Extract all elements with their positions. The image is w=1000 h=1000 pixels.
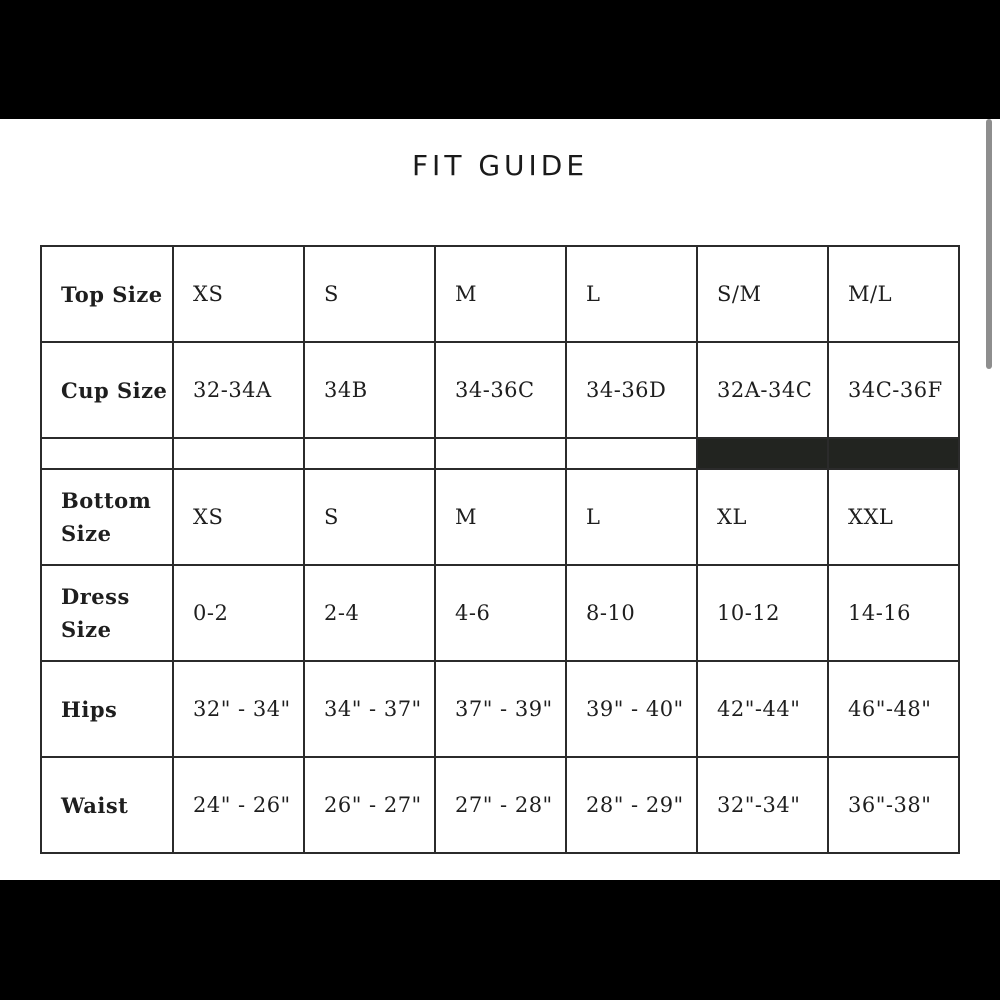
table-cell: 26" - 27" (304, 757, 435, 853)
row-header-cup-size: Cup Size (41, 342, 173, 438)
table-cell: L (566, 246, 697, 342)
spacer-cell (173, 438, 304, 469)
table-cell: 14-16 (828, 565, 959, 661)
bottom-black-bar (0, 880, 1000, 1000)
table-cell: M (435, 469, 566, 565)
table-cell: 36"-38" (828, 757, 959, 853)
row-header-bottom-size: Bottom Size (41, 469, 173, 565)
table-cell: XS (173, 469, 304, 565)
spacer-cell-dark (828, 438, 959, 469)
table-cell: 28" - 29" (566, 757, 697, 853)
row-header-dress-size: Dress Size (41, 565, 173, 661)
table-cell: 4-6 (435, 565, 566, 661)
table-cell: L (566, 469, 697, 565)
table-cell: 27" - 28" (435, 757, 566, 853)
table-cell: S (304, 469, 435, 565)
table-cell: XS (173, 246, 304, 342)
table-row-hips (41, 661, 959, 757)
spacer-cell (435, 438, 566, 469)
fit-guide-table (40, 245, 960, 854)
table-cell: M (435, 246, 566, 342)
row-header-top-size: Top Size (41, 246, 173, 342)
table-cell: 37" - 39" (435, 661, 566, 757)
spacer-cell (41, 438, 173, 469)
row-header-waist: Waist (41, 757, 173, 853)
table-row-waist (41, 757, 959, 853)
row-header-hips: Hips (41, 661, 173, 757)
top-black-bar (0, 0, 1000, 119)
table-cell: 34C-36F (828, 342, 959, 438)
fit-guide-page (0, 119, 1000, 880)
table-cell: 34-36D (566, 342, 697, 438)
table-row-spacer (41, 438, 959, 469)
table-cell: M/L (828, 246, 959, 342)
spacer-cell (304, 438, 435, 469)
table-cell: 10-12 (697, 565, 828, 661)
table-row-cup-size (41, 342, 959, 438)
table-row-top-size (41, 246, 959, 342)
table-cell: S (304, 246, 435, 342)
table-cell: XXL (828, 469, 959, 565)
table-row-bottom-size (41, 469, 959, 565)
table-cell: 32" - 34" (173, 661, 304, 757)
spacer-cell-dark (697, 438, 828, 469)
table-cell: 24" - 26" (173, 757, 304, 853)
table-row-dress-size (41, 565, 959, 661)
table-cell: 39" - 40" (566, 661, 697, 757)
table-cell: 2-4 (304, 565, 435, 661)
table-cell: 32"-34" (697, 757, 828, 853)
table-cell: 0-2 (173, 565, 304, 661)
table-cell: 32A-34C (697, 342, 828, 438)
table-cell: 34" - 37" (304, 661, 435, 757)
table-cell: 42"-44" (697, 661, 828, 757)
page-title: FIT GUIDE (411, 149, 589, 182)
table-cell: S/M (697, 246, 828, 342)
table-cell: 8-10 (566, 565, 697, 661)
table-cell: XL (697, 469, 828, 565)
spacer-cell (566, 438, 697, 469)
table-cell: 32-34A (173, 342, 304, 438)
table-cell: 46"-48" (828, 661, 959, 757)
table-cell: 34-36C (435, 342, 566, 438)
table-cell: 34B (304, 342, 435, 438)
